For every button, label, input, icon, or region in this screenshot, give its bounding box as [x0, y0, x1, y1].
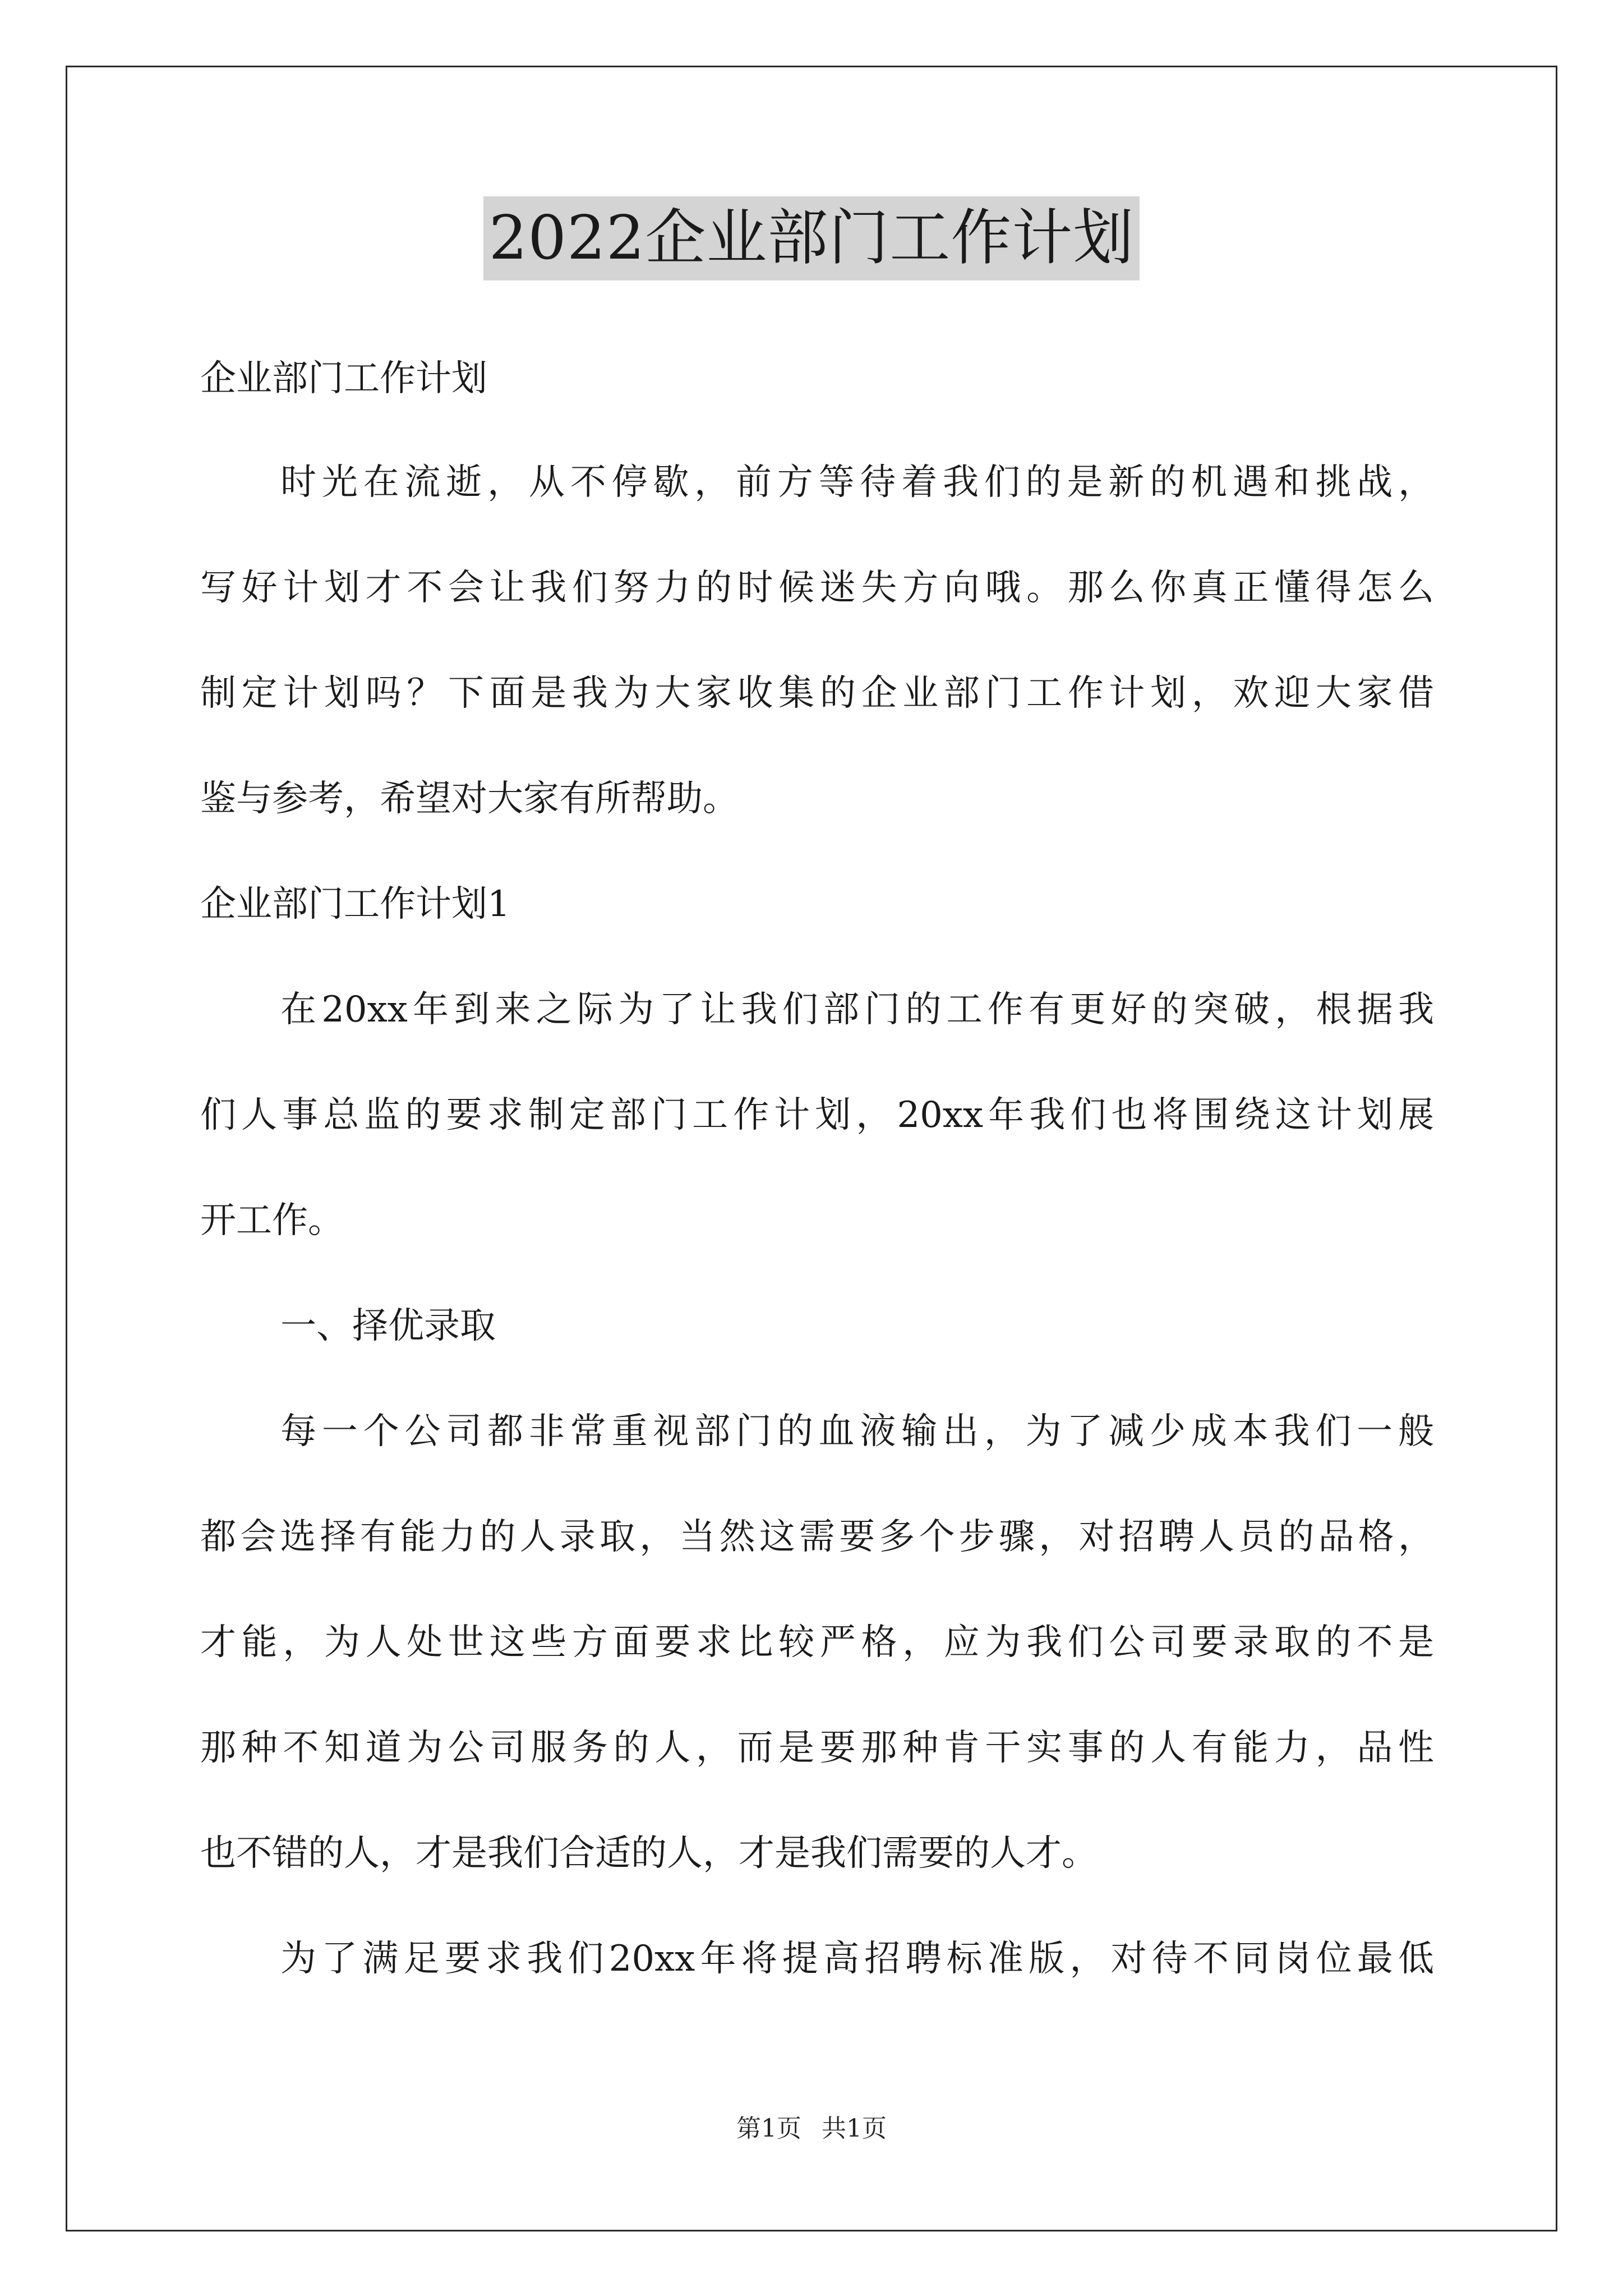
- paragraph-line: 也不错的人，才是我们合适的人，才是我们需要的人才。: [200, 1833, 1098, 1874]
- paragraph-line: 时光在流逝，从不停歇，前方等待着我们的是新的机遇和挑战，: [280, 462, 1434, 503]
- document-title-container: [0, 196, 1623, 280]
- paragraph-line: 才能，为人处世这些方面要求比较严格，应为我们公司要录取的不是: [200, 1622, 1434, 1663]
- section-heading-intro: 企业部门工作计划: [200, 358, 487, 399]
- section-heading-plan-1: 企业部门工作计划1: [200, 884, 510, 925]
- page-total: 共1页: [822, 2114, 887, 2143]
- paragraph-line: 开工作。: [200, 1200, 344, 1241]
- paragraph-line: 为了满足要求我们20xx年将提高招聘标准版，对待不同岗位最低: [280, 1938, 1434, 1980]
- page-number: 第1页: [736, 2114, 801, 2143]
- paragraph-line: 鉴与参考，希望对大家有所帮助。: [200, 778, 739, 820]
- paragraph-line: 们人事总监的要求制定部门工作计划，20xx年我们也将围绕这计划展: [200, 1094, 1434, 1136]
- page-footer: [0, 2112, 1623, 2146]
- paragraph-line: 写好计划才不会让我们努力的时候迷失方向哦。那么你真正懂得怎么: [200, 567, 1434, 609]
- paragraph-line: 那种不知道为公司服务的人，而是要那种肯干实事的人有能力，品性: [200, 1727, 1434, 1769]
- paragraph-line: 每一个公司都非常重视部门的血液输出，为了减少成本我们一般: [280, 1411, 1434, 1452]
- paragraph-line: 制定计划吗？下面是我为大家收集的企业部门工作计划，欢迎大家借: [200, 673, 1434, 714]
- paragraph-line: 都会选择有能力的人录取，当然这需要多个步骤，对招聘人员的品格，: [200, 1516, 1434, 1558]
- paragraph-line: 在20xx年到来之际为了让我们部门的工作有更好的突破，根据我: [280, 989, 1434, 1030]
- subsection-heading: 一、择优录取: [280, 1305, 496, 1347]
- document-title: 2022企业部门工作计划: [483, 196, 1140, 280]
